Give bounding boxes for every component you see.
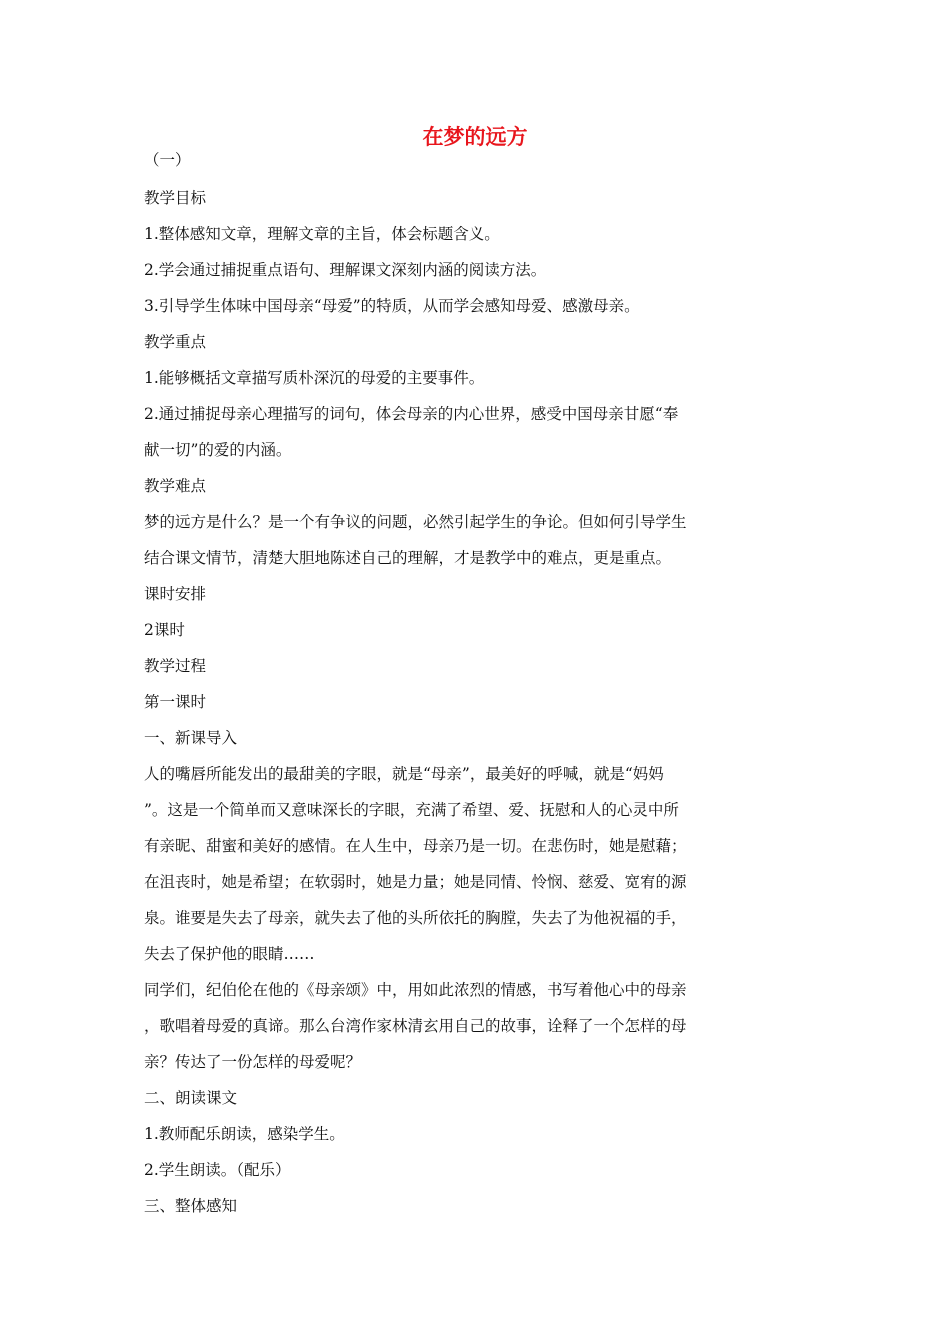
text-line: 有亲昵、甜蜜和美好的感情。在人生中，母亲乃是一切。在悲伤时，她是慰藉； [144, 837, 687, 855]
text-line: 失去了保护他的眼睛…… [144, 945, 315, 963]
text-line: 2课时 [144, 621, 185, 639]
text-line: 1.能够概括文章描写质朴深沉的母爱的主要事件。 [144, 369, 485, 387]
text-line: ，歌唱着母爱的真谛。那么台湾作家林清玄用自己的故事，诠释了一个怎样的母 [144, 1017, 687, 1035]
document-title: 在梦的远方 [422, 125, 528, 149]
text-line: 1.教师配乐朗读，感染学生。 [144, 1125, 345, 1143]
text-line: 同学们，纪伯伦在他的《母亲颂》中，用如此浓烈的情感，书写着他心中的母亲 [144, 981, 687, 999]
text-line: 在沮丧时，她是希望；在软弱时，她是力量；她是同情、怜悯、慈爱、宽宥的源 [144, 873, 687, 891]
section-heading: 课时安排 [144, 585, 207, 603]
section-heading: 第一课时 [144, 693, 207, 711]
section-heading: 教学过程 [144, 657, 207, 675]
text-line: 梦的远方是什么？是一个有争议的问题，必然引起学生的争论。但如何引导学生 [144, 513, 687, 531]
text-line: 3.引导学生体味中国母亲“母爱”的特质，从而学会感知母爱、感激母亲。 [144, 297, 640, 315]
text-line: 2.学会通过捕捉重点语句、理解课文深刻内涵的阅读方法。 [144, 261, 547, 279]
text-line: 亲？传达了一份怎样的母爱呢？ [144, 1053, 362, 1071]
text-line: （一） [144, 151, 191, 169]
text-line: 1.整体感知文章，理解文章的主旨，体会标题含义。 [144, 225, 500, 243]
section-heading: 教学难点 [144, 477, 207, 495]
text-line: ”。这是一个简单而又意味深长的字眼，充满了希望、爱、抚慰和人的心灵中所 [144, 801, 679, 819]
section-heading: 教学目标 [144, 189, 207, 207]
section-heading: 三、整体感知 [144, 1197, 238, 1215]
text-line: 2.学生朗读。（配乐） [144, 1161, 291, 1179]
text-line: 2.通过捕捉母亲心理描写的词句，体会母亲的内心世界，感受中国母亲甘愿“奉 [144, 405, 679, 423]
section-heading: 教学重点 [144, 333, 207, 351]
section-heading: 二、朗读课文 [144, 1089, 238, 1107]
text-line: 人的嘴唇所能发出的最甜美的字眼，就是“母亲”，最美好的呼喊，就是“妈妈 [144, 765, 664, 783]
section-heading: 一、新课导入 [144, 729, 238, 747]
text-line: 结合课文情节，清楚大胆地陈述自己的理解，才是教学中的难点，更是重点。 [144, 549, 672, 567]
text-line: 泉。谁要是失去了母亲，就失去了他的头所依托的胸膛，失去了为他祝福的手， [144, 909, 687, 927]
text-line: 献一切”的爱的内涵。 [144, 441, 292, 459]
